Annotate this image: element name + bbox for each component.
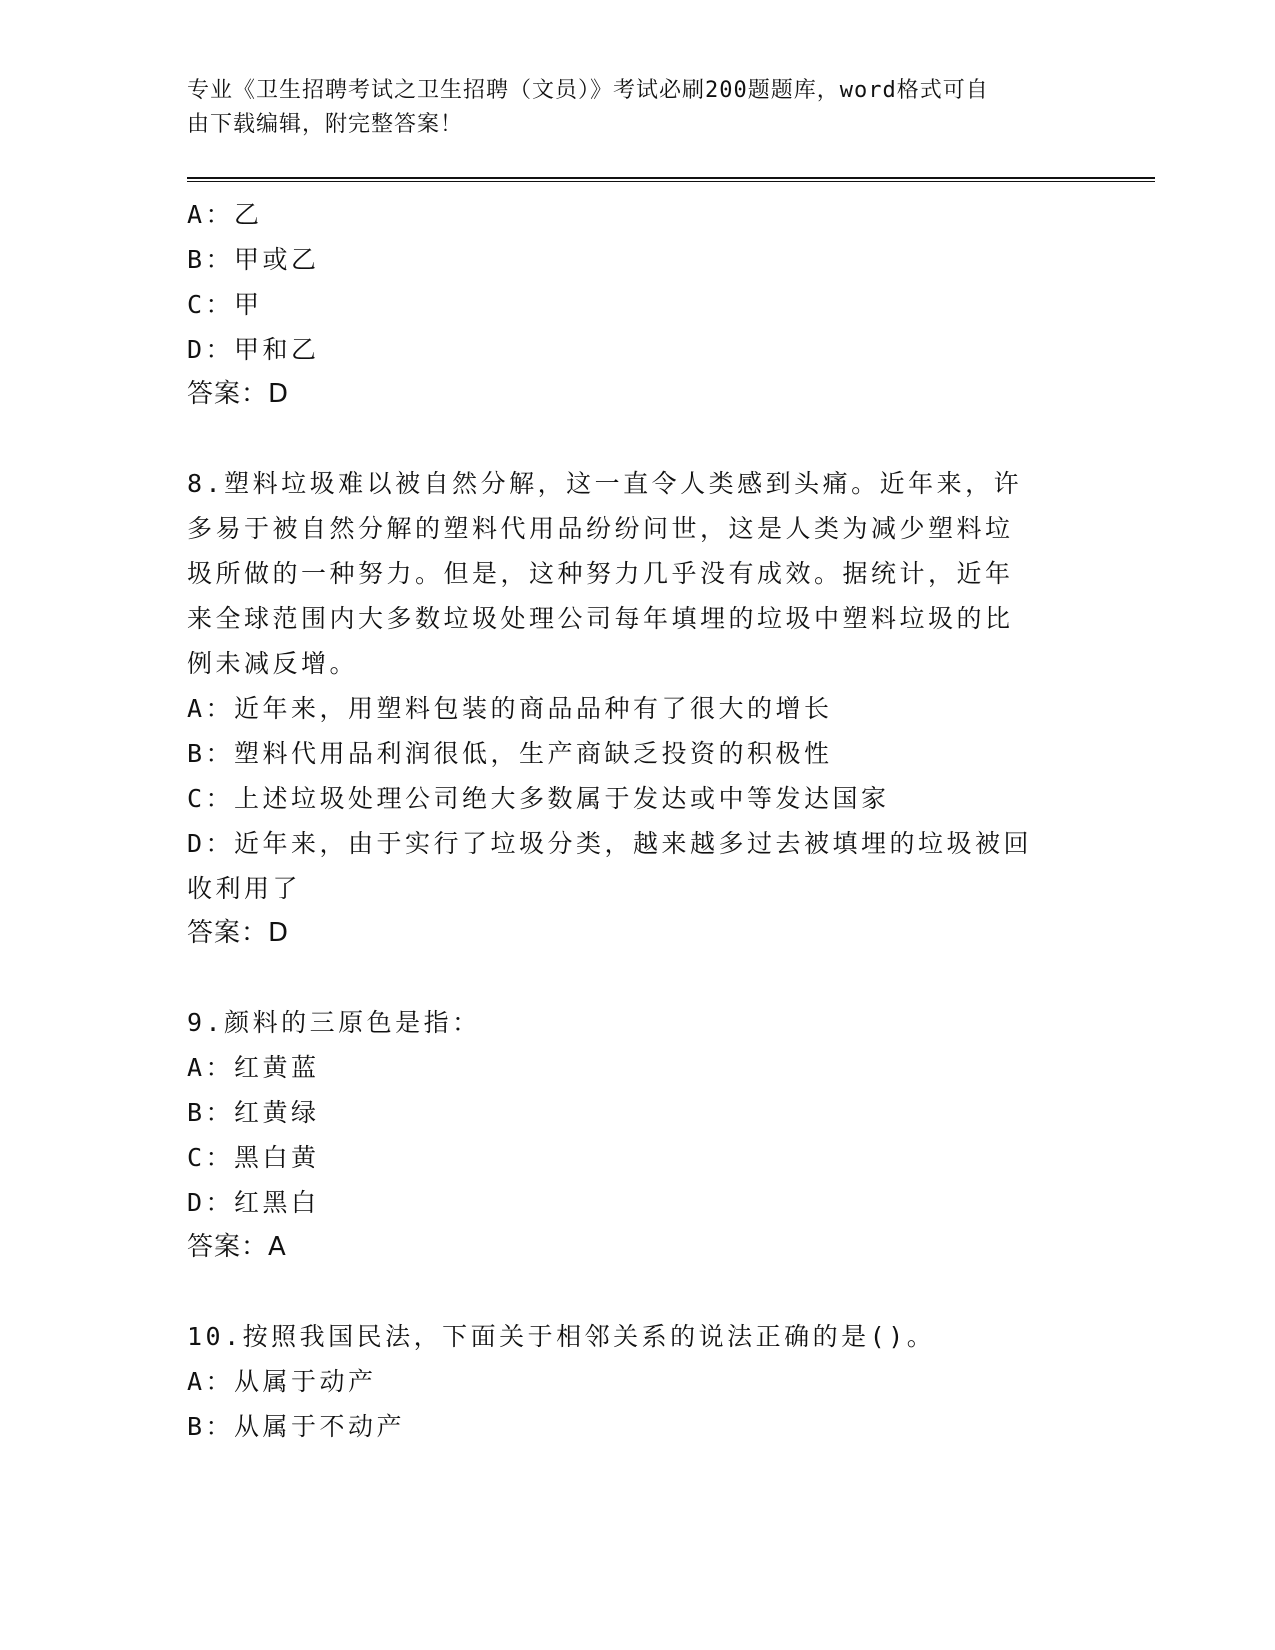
q7-answer: 答案：D [187, 379, 290, 409]
q9-stem: 9.颜料的三原色是指： [187, 1008, 481, 1037]
question-content [187, 192, 1087, 1449]
question-10 [187, 1314, 1087, 1449]
q7-option-d: D：甲和乙 [187, 335, 320, 364]
question-9 [187, 1000, 1087, 1270]
q10-option-b: B：从属于不动产 [187, 1412, 406, 1441]
q7-option-b: B：甲或乙 [187, 245, 320, 274]
q8-option-b: B：塑料代用品利润很低，生产商缺乏投资的积极性 [187, 739, 833, 768]
header-line-2: 由下载编辑，附完整答案！ [187, 112, 464, 137]
q8-stem: 8.塑料垃圾难以被自然分解，这一直令人类感到头痛。近年来，许多易于被自然分解的塑料代用品纷纷问世，这是人类为减少塑料垃圾所做的一种努力。但是，这种努力几乎没有成效。据统计，近年来全球范围内大多数垃圾处理公司每年填埋的垃圾中塑料垃圾的比例未减反增。 [187, 469, 1023, 678]
q8-option-a: A：近年来，用塑料包装的商品品种有了很大的增长 [187, 694, 833, 723]
spacer [187, 1270, 1087, 1314]
q9-option-c: C：黑白黄 [187, 1143, 320, 1172]
q7-option-a: A：乙 [187, 200, 263, 229]
q9-option-b: B：红黄绿 [187, 1098, 320, 1127]
q9-option-d: D：红黑白 [187, 1188, 320, 1217]
header-divider [187, 177, 1155, 182]
q10-stem: 10.按照我国民法，下面关于相邻关系的说法正确的是()。 [187, 1322, 936, 1351]
q8-option-d: D：近年来，由于实行了垃圾分类，越来越多过去被填埋的垃圾被回收利用了 [187, 829, 1033, 903]
document-header [187, 74, 1067, 142]
spacer [187, 956, 1087, 1000]
q9-answer: 答案：A [187, 1232, 287, 1262]
q9-option-a: A：红黄蓝 [187, 1053, 320, 1082]
q7-option-c: C：甲 [187, 290, 263, 319]
q8-option-c: C：上述垃圾处理公司绝大多数属于发达或中等发达国家 [187, 784, 890, 813]
header-line-1: 专业《卫生招聘考试之卫生招聘（文员）》考试必刷200题题库，word格式可自 [187, 78, 989, 103]
question-7 [187, 192, 1087, 417]
q8-answer: 答案：D [187, 918, 290, 948]
q10-option-a: A：从属于动产 [187, 1367, 377, 1396]
question-8 [187, 461, 1087, 956]
spacer [187, 417, 1087, 461]
